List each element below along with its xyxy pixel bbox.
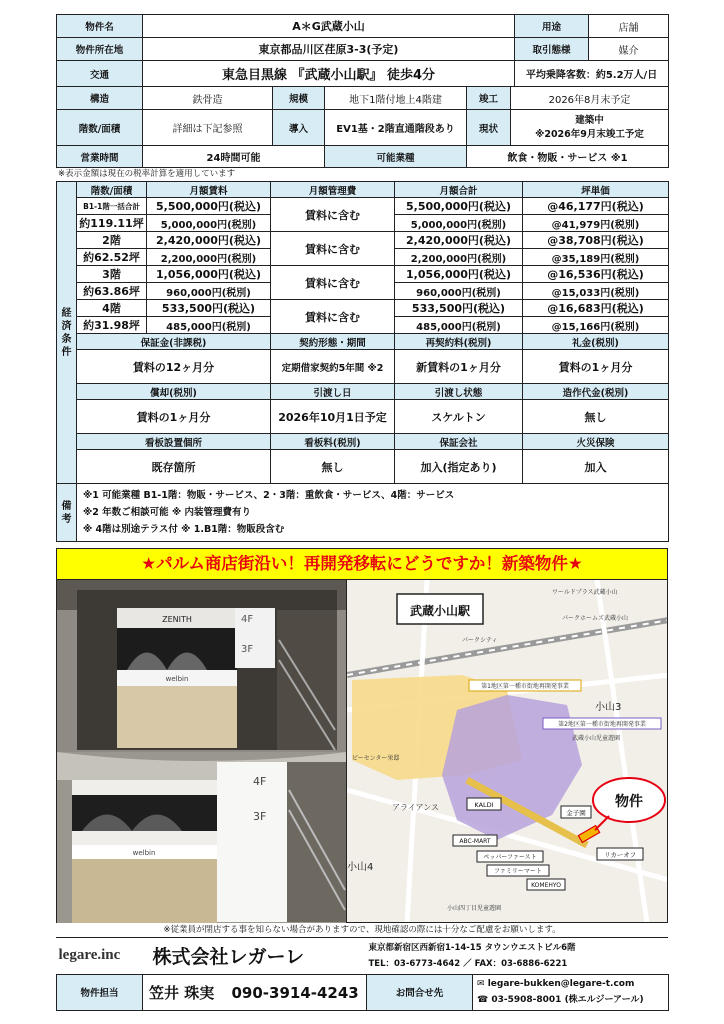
spec-sheet — [56, 14, 668, 542]
tsubo-in-cell: @16,536円(税込) — [523, 266, 669, 283]
transport-value: 東急目黒線 『武蔵小山駅』 徒歩4分 — [143, 61, 515, 87]
remarks-table — [56, 483, 669, 542]
footer-table — [56, 938, 669, 1011]
mgmt-cell: 賃料に含む — [271, 266, 395, 300]
term-header: 保証金(非課税) — [77, 334, 271, 350]
term-value: 加入(指定あり) — [395, 450, 523, 484]
term-header: 看板料(税別) — [271, 434, 395, 450]
property-name-label: 物件名 — [57, 15, 143, 38]
status-line-2: ※2026年9月末竣工予定 — [535, 128, 644, 140]
area-cell: 約63.86坪 — [77, 283, 147, 300]
floor-area-value: 詳細は下記参照 — [143, 110, 273, 146]
col-mgmt: 月額管理費 — [271, 182, 395, 198]
scale-value: 地下1階付地上4階建 — [325, 87, 467, 110]
company-contact — [367, 938, 669, 974]
term-value: 2026年10月1日予定 — [271, 400, 395, 434]
floor-cell: 4階 — [77, 300, 147, 317]
koyama4-label: 小山4 — [347, 862, 374, 873]
komehyo-label: KOMEHYO — [531, 882, 561, 889]
term-header: 契約形態・期間 — [271, 334, 395, 350]
term-header: 保証会社 — [395, 434, 523, 450]
intro-label: 導入 — [273, 110, 325, 146]
col-tsubo: 坪単価 — [523, 182, 669, 198]
park-homes-label: パークホームズ武蔵小山 — [562, 615, 629, 622]
business-label: 可能業種 — [325, 146, 467, 168]
total-in-cell: 533,500円(税込) — [395, 300, 523, 317]
term-value: 定期借家契約5年間 ※2 — [271, 350, 395, 384]
sign-shop-text: welbin — [165, 675, 189, 683]
phone-icon: ☎ — [477, 995, 492, 1005]
term-header: 造作代金(税別) — [523, 384, 669, 400]
address-label: 物件所在地 — [57, 38, 143, 61]
hours-value: 24時間可能 — [143, 146, 325, 168]
floor-cell: 2階 — [77, 232, 147, 249]
term-value: 新賃料の1ヶ月分 — [395, 350, 523, 384]
building-renderings — [56, 580, 346, 923]
term-value: 既存箇所 — [77, 450, 271, 484]
completion-label: 竣工 — [467, 87, 511, 110]
term-header: 看板設置個所 — [77, 434, 271, 450]
area-cell: 約62.52坪 — [77, 249, 147, 266]
hours-label: 営業時間 — [57, 146, 143, 168]
bypass-label: 小山四丁目児童遊園 — [447, 905, 502, 912]
term-value: 無し — [271, 450, 395, 484]
contact-label: お問合せ先 — [367, 974, 473, 1010]
koyama3-label: 小山3 — [595, 702, 622, 713]
structure-value: 鉄骨造 — [143, 87, 273, 110]
passengers-value: 平均乗降客数：約5.2万人/日 — [515, 61, 669, 87]
remarks-sidebar: 備考 — [57, 484, 77, 542]
address-value: 東京都品川区荏原3-3(予定) — [143, 38, 515, 61]
pepper-label: ペッパーファースト — [483, 854, 537, 861]
col-rent: 月額賃料 — [147, 182, 271, 198]
term-header: 償却(税別) — [77, 384, 271, 400]
company-address: 東京都新宿区西新宿1-14-15 タウンウエストビル6階 — [368, 942, 576, 953]
mgmt-cell: 賃料に含む — [271, 300, 395, 334]
completion-value: 2026年8月末予定 — [511, 87, 669, 110]
total-ex-cell: 2,200,000円(税別) — [395, 249, 523, 266]
term-value: 無し — [523, 400, 669, 434]
promo-banner: ★パルム商店街沿い！再開発移転にどうですか！新築物件★ — [56, 548, 668, 580]
tsubo-ex-cell: @41,979円(税別) — [523, 215, 669, 232]
park-city-label: パークシティ — [462, 637, 498, 644]
floor-3-label: 3F — [241, 644, 254, 655]
sign-shop-text: welbin — [132, 849, 156, 857]
family-mart-label: ファミリーマート — [494, 868, 542, 875]
remark-line: ※1 可能業種 B1-1階：物販・サービス、2・3階：重飲食・サービス、4階：サービス — [83, 490, 455, 501]
station-label: 武蔵小山駅 — [409, 604, 471, 618]
staff-label: 物件担当 — [57, 974, 143, 1010]
usage-value: 店舗 — [589, 15, 669, 38]
rent-in-cell: 5,500,000円(税込) — [147, 198, 271, 215]
rent-ex-cell: 485,000円(税別) — [147, 317, 271, 334]
rent-in-cell: 2,420,000円(税込) — [147, 232, 271, 249]
company-tel-fax: TEL：03-6773-4642 ／ FAX：03-6886-6221 — [368, 958, 568, 969]
mgmt-cell: 賃料に含む — [271, 232, 395, 266]
kaldi-label: KALDI — [474, 801, 494, 809]
children-park-label: 武蔵小山児童遊園 — [572, 735, 621, 742]
tax-note: ※表示金額は現在の税率計算を適用しています — [58, 169, 236, 179]
term-value: スケルトン — [395, 400, 523, 434]
col-total: 月額合計 — [395, 182, 523, 198]
company-footer — [56, 938, 668, 1012]
total-ex-cell: 485,000円(税別) — [395, 317, 523, 334]
abc-mart-label: ABC-MART — [459, 838, 491, 845]
status-label: 現状 — [467, 110, 511, 146]
usage-label: 用途 — [515, 15, 589, 38]
total-in-cell: 2,420,000円(税込) — [395, 232, 523, 249]
rent-ex-cell: 960,000円(税別) — [147, 283, 271, 300]
property-info-table — [56, 14, 669, 87]
economic-sidebar: 経済条件 — [57, 182, 77, 484]
term-value: 賃料の12ヶ月分 — [77, 350, 271, 384]
rent-in-cell: 1,056,000円(税込) — [147, 266, 271, 283]
rent-in-cell: 533,500円(税込) — [147, 300, 271, 317]
tsubo-ex-cell: @35,189円(税別) — [523, 249, 669, 266]
col-floor: 階数/面積 — [77, 182, 147, 198]
status-line-1: 建築中 — [575, 114, 604, 126]
rent-ex-cell: 2,200,000円(税別) — [147, 249, 271, 266]
mail-icon: ✉ — [477, 979, 488, 989]
mgmt-cell: 賃料に含む — [271, 198, 395, 232]
world-plaza-label: ワールドプラス武蔵小山 — [552, 589, 618, 596]
structure-label: 構造 — [57, 87, 143, 110]
staff-name: 笠井 珠実 — [149, 983, 215, 1002]
transport-label: 交通 — [57, 61, 143, 87]
floor-cell: B1-1階一括合計 — [77, 198, 147, 215]
tsubo-ex-cell: @15,166円(税別) — [523, 317, 669, 334]
district2-label: 第2地区第一種市街地再開発事業 — [558, 721, 646, 728]
total-in-cell: 5,500,000円(税込) — [395, 198, 523, 215]
term-header: 火災保険 — [523, 434, 669, 450]
kinkoen-label: 金子園 — [566, 809, 586, 817]
total-ex-cell: 960,000円(税別) — [395, 283, 523, 300]
remark-line: ※ 4階は別途テラス付 ※ 1.B1階：物販段含む — [83, 524, 285, 535]
contact-email[interactable]: legare-bukken@legare-t.com — [487, 979, 635, 989]
status-value — [511, 110, 669, 146]
rent-ex-cell: 5,000,000円(税別) — [147, 215, 271, 232]
floor-3-label: 3F — [253, 810, 267, 823]
sign-top-text: ZENITH — [162, 615, 192, 624]
total-in-cell: 1,056,000円(税込) — [395, 266, 523, 283]
area-cell: 約119.11坪 — [77, 215, 147, 232]
staff-phone[interactable]: 090-3914-4243 — [231, 983, 359, 1002]
business-value: 飲食・物販・サービス ※1 — [467, 146, 669, 168]
economic-table — [56, 181, 669, 484]
floor-cell: 3階 — [77, 266, 147, 283]
property-name: A＊G武蔵小山 — [143, 15, 515, 38]
staff-contact — [143, 974, 367, 1010]
floor-area-label: 階数/面積 — [57, 110, 143, 146]
property-detail-table — [56, 86, 669, 168]
contact-phone[interactable]: 03-5908-8001 (株エルジーアール) — [491, 995, 644, 1005]
property-label: 物件 — [615, 794, 643, 810]
term-value: 賃料の1ヶ月分 — [77, 400, 271, 434]
tsubo-ex-cell: @15,033円(税別) — [523, 283, 669, 300]
term-header: 引渡し日 — [271, 384, 395, 400]
term-header: 再契約料(税別) — [395, 334, 523, 350]
intro-value: EV1基・2階直通階段あり — [325, 110, 467, 146]
staff-notice: ※従業員が閉店する事を知らない場合がありますので、現地確認の際には十分なご配慮をお願いします。 — [56, 923, 668, 938]
company-name: 株式会社レガーレ — [152, 946, 305, 969]
company-logo: legare.inc — [58, 947, 121, 964]
transaction-value: 媒介 — [589, 38, 669, 61]
scale-label: 規模 — [273, 87, 325, 110]
contact-details — [473, 974, 669, 1010]
location-map[interactable] — [346, 580, 668, 923]
remarks-body — [77, 484, 669, 542]
alliance-label: アライアンス — [392, 803, 439, 812]
liquor-label: リカーオフ — [603, 851, 637, 859]
building-rendering-svg — [57, 580, 347, 923]
term-header: 引渡し状態 — [395, 384, 523, 400]
term-header: 礼金(税別) — [523, 334, 669, 350]
via-label: ビーセンター栄邸 — [352, 755, 400, 762]
floor-4-label: 4F — [253, 775, 267, 788]
term-value: 加入 — [523, 450, 669, 484]
term-value: 賃料の1ヶ月分 — [523, 350, 669, 384]
remark-line: ※2 年数ご相談可能 ※ 内装管理費有り — [83, 507, 252, 518]
tsubo-in-cell: @38,708円(税込) — [523, 232, 669, 249]
area-cell: 約31.98坪 — [77, 317, 147, 334]
transaction-label: 取引態様 — [515, 38, 589, 61]
total-ex-cell: 5,000,000円(税別) — [395, 215, 523, 232]
floor-4-label: 4F — [241, 614, 254, 625]
district1-label: 第1地区第一種市街地再開発事業 — [481, 683, 569, 690]
tsubo-in-cell: @16,683円(税込) — [523, 300, 669, 317]
tsubo-in-cell: @46,177円(税込) — [523, 198, 669, 215]
location-map-svg — [347, 580, 668, 923]
